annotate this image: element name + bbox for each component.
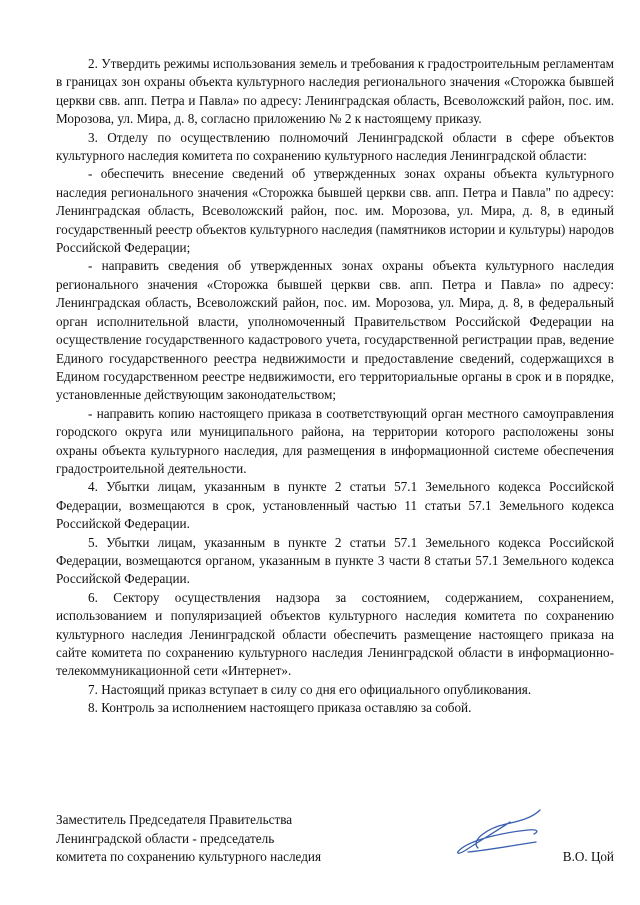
paragraph-3-item-federal-body: - направить сведения об утвержденных зонах охраны объекта культурного наследия регионального значения «Сторожка бывшей церкви свв. апп. Петра и Павла» по адресу: Ленинградская область, Всеволожский район, пос. им. Морозова, ул. Мира, д. 8, в федеральный орган исполнительной власти, уполномоченный Правительством Российской Федерации на осуществление государственного кадастрового учета, государственной регистрации прав, ведение Единого государственного реестра недвижимости и предоставление сведений, содержащихся в Едином государственном реестре недвижимости, его территориальные органы в срок и в порядке, установленные действующим законодательством; [56, 258, 614, 403]
paragraph-2-approve-regimes: 2. Утвердить режимы использования земель и требования к градостроительным регламентам в границах зон охраны объекта культурного наследия регионального значения «Сторожка бывшей церкви свв. апп. Петра и Павла» по адресу: Ленинградская область, Всеволожский район, пос. им. Морозова, ул. Мира, д. 8, согласно приложению № 2 к настоящему приказу. [56, 56, 614, 127]
signatory-title-line: комитета по сохранению культурного наследия [56, 849, 322, 865]
paragraph-3-item-local-government: - направить копию настоящего приказа в соответствующий орган местного самоуправления городского округа или муниципального района, на территории которого расположены зоны охраны объекта культурного наследия, для размещения в информационной системе обеспечения градостроительной деятельности. [56, 405, 614, 476]
signatory-title-line: Заместитель Председателя Правительства [56, 812, 293, 827]
paragraph-3-department: 3. Отделу по осуществлению полномочий Ленинградской области в сфере объектов культурного наследия комитета по сохранению культурного наследия Ленинградской области: [56, 129, 614, 164]
paragraph-5-losses-body: 5. Убытки лицам, указанным в пункте 2 статьи 57.1 Земельного кодекса Российской Федерации, возмещаются органом, указанным в пункте 3 части 8 статьи 57.1 Земельного кодекса Российской Федерации. [56, 534, 614, 587]
signatory-title [56, 811, 386, 867]
signatory-title-line: Ленинградской области - председатель [56, 830, 275, 846]
paragraph-8-control: 8. Контроль за исполнением настоящего приказа оставляю за собой. [88, 700, 472, 716]
document-body [56, 55, 614, 718]
handwritten-signature [448, 800, 548, 860]
paragraph-3-item-register: - обеспечить внесение сведений об утвержденных зонах охраны объекта культурного наследия регионального значения «Сторожка бывшей церкви свв. апп. Петра и Павла" по адресу: Ленинградская область, Всеволожский район, пос. им. Морозова, ул. Мира, д. 8, в единый государственный реестр объектов культурного наследия (памятников истории и культуры) народов Российской Федерации; [56, 166, 614, 256]
paragraph-6-publication: 6. Сектору осуществления надзора за состоянием, содержанием, сохранением, использованием и популяризацией объектов культурного наследия комитета по сохранению культурного наследия Ленинградской области обеспечить размещение настоящего приказа на сайте комитета по сохранению культурного наследия Ленинградской области в информационно-телекоммуникационной сети «Интернет». [56, 589, 614, 679]
paragraph-4-losses-term: 4. Убытки лицам, указанным в пункте 2 статьи 57.1 Земельного кодекса Российской Федерации, возмещаются в срок, установленный частью 11 статьи 57.1 Земельного кодекса Российской Федерации. [56, 479, 614, 532]
paragraph-7-effective-date: 7. Настоящий приказ вступает в силу со дня его официального опубликования. [88, 681, 532, 697]
signer-name: В.О. Цой [562, 849, 614, 864]
